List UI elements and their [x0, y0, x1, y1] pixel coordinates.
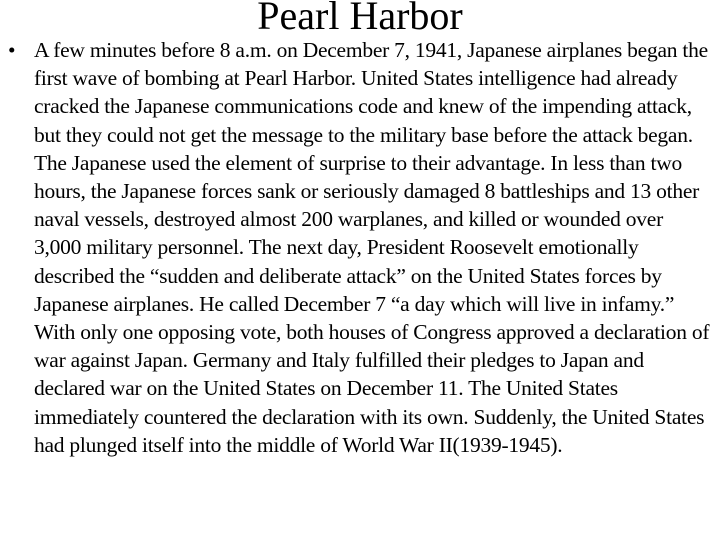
- slide-title: Pearl Harbor: [257, 0, 463, 38]
- bullet-icon: •: [8, 38, 16, 62]
- bullet-text: A few minutes before 8 a.m. on December 7, 1941, Japanese airplanes began the first wave of bombing at Pearl Harbor. United States intelligence had already cracked the Japanese communications code and knew of the impending attack, but they could not get the message to the military base before the attack began. The Japanese used the element of surprise to their advantage. In less than two hours, the Japanese forces sank or seriously damaged 8 battleships and 13 other naval vessels, destroyed almost 200 warplanes, and killed or wounded over 3,000 military personnel. The next day, President Roosevelt emotionally described the “sudden and deliberate attack” on the United States forces by Japanese airplanes. He called December 7 “a day which will live in infamy.” With only one opposing vote, both houses of Congress approved a declaration of war against Japan. Germany and Italy fulfilled their pledges to Japan and declared war on the United States on December 11. The United States immediately countered the declaration with its own. Suddenly, the United States had plunged itself into the middle of World War II(1939-1945).: [34, 38, 710, 457]
